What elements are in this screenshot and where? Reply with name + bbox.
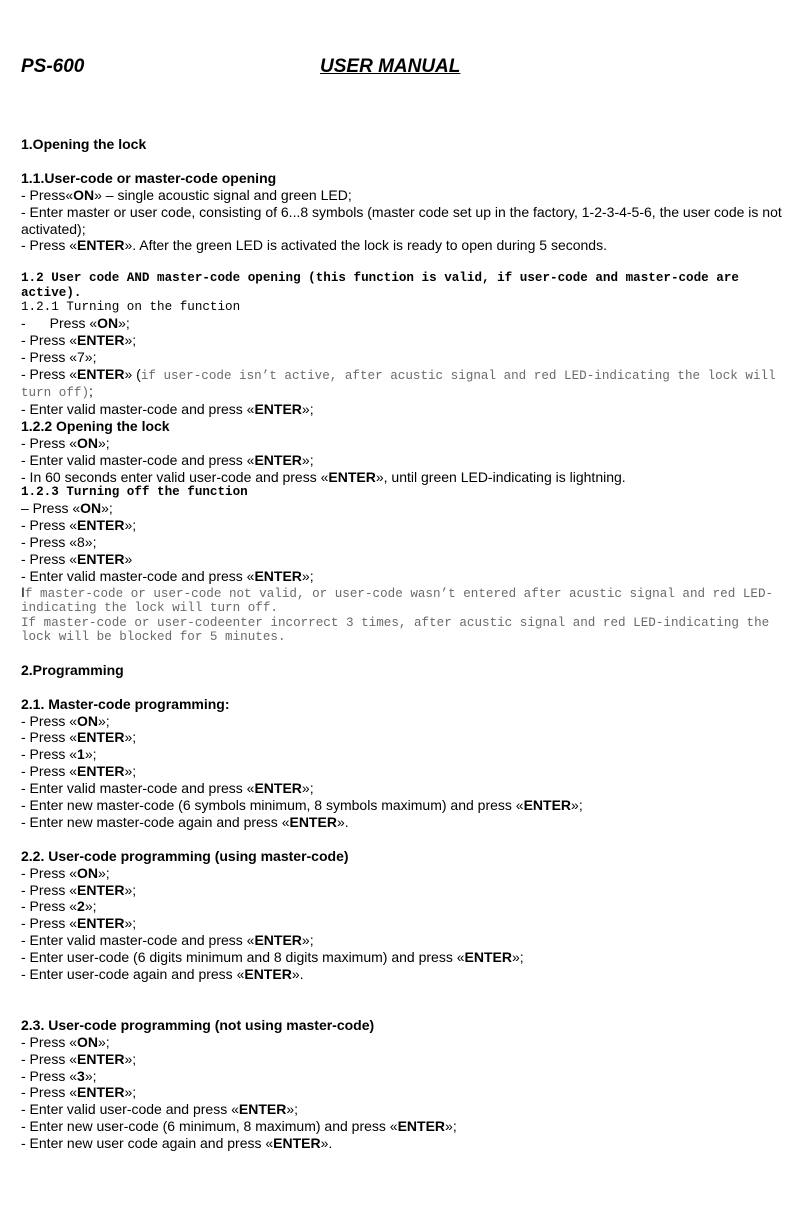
subsection-heading: 1.2.3 Turning off the function (21, 485, 248, 500)
instruction-line: - Press«ON» – single acoustic signal and green LED; (21, 186, 352, 203)
instruction-line: - Press «ON»; (21, 434, 110, 451)
warning-note: If master-code or user-code not valid, or user-code wasn’t entered after acustic signal and red LED-indicating the lock will turn off. (21, 583, 774, 616)
instruction-line: - In 60 seconds enter valid user-code and press «ENTER», until green LED-indicating is lightning. (21, 468, 626, 485)
instruction-line: - Press «ENTER»; (21, 763, 137, 780)
instruction-line: - Press «7»; (21, 348, 97, 365)
instruction-line: - Enter valid user-code and press «ENTER»; (21, 1101, 299, 1118)
section-heading: 1.Opening the lock (21, 136, 147, 152)
instruction-line: - Enter new user code again and press «ENTER». (21, 1135, 333, 1152)
manual-body (21, 136, 789, 1152)
instruction-line: - Enter valid master-code and press «ENTER»; (21, 932, 314, 949)
instruction-line: - Press «ENTER». After the green LED is activated the lock is ready to open during 5 seconds. (21, 237, 607, 254)
instruction-line: - Press «2»; (21, 898, 97, 915)
instruction-line: - Press «ON»; (21, 315, 130, 331)
subsection-heading: 2.2. User-code programming (using master-code) (21, 847, 349, 864)
instruction-line: - Press «3»; (21, 1067, 97, 1084)
instruction-line: - Enter valid master-code and press «ENTER»; (21, 780, 314, 797)
instruction-line: - Press «8»; (21, 533, 97, 550)
instruction-line: - Press «ENTER»; (21, 1084, 137, 1101)
instruction-line: - Enter valid master-code and press «ENTER»; (21, 567, 314, 584)
document-title: USER MANUAL (320, 56, 461, 77)
instruction-line: - Press «ENTER»; (21, 331, 137, 348)
instruction-note: if user-code isn’t active, after acustic signal and red LED-indicating the lock will turn off) (21, 368, 776, 401)
instruction-line: – Press «ON»; (21, 500, 113, 517)
instruction-line: - Enter new master-code (6 symbols minimum, 8 symbols maximum) and press «ENTER»; (21, 797, 583, 814)
instruction-line: - Press «ON»; (21, 712, 110, 729)
instruction-line: - Enter new master-code again and press «ENTER». (21, 813, 349, 830)
instruction-line: - Enter valid master-code and press «ENTER»; (21, 400, 314, 417)
instruction-line: - Enter user-code again and press «ENTER». (21, 966, 304, 983)
instruction-line: - Press «ENTER» (if user-code isn’t active, after acustic signal and red LED-indicating the lock will turn off); (21, 365, 776, 401)
warning-note: If master-code or user-codeenter incorrect 3 times, after acustic signal and red LED-indicating the lock will be blocked for 5 minutes. (21, 615, 770, 645)
instruction-line: - Press «ENTER»; (21, 516, 137, 533)
subsection-heading: 1.2.2 Opening the lock (21, 417, 170, 434)
instruction-line: - Press «ENTER» (21, 550, 133, 567)
instruction-line: - Enter master or user code, consisting of 6...8 symbols (master code set up in the factory, 1-2-3-4-5-6, the user code is not activated); (21, 203, 782, 237)
instruction-line: - Press «ENTER»; (21, 729, 137, 746)
instruction-line: - Press «ENTER»; (21, 1050, 137, 1067)
subsection-heading: 2.3. User-code programming (not using master-code) (21, 1016, 375, 1033)
instruction-line: - Enter user-code (6 digits minimum and 8 digits maximum) and press «ENTER»; (21, 949, 524, 966)
subsection-heading: 1.2.1 Turning on the function (21, 300, 241, 315)
subsection-heading: 1.2 User code AND master-code opening (this function is valid, if user-code and master-code are active). (21, 271, 739, 300)
instruction-line: - Press «1»; (21, 746, 97, 763)
instruction-line: - Press «ON»; (21, 864, 110, 881)
subsection-heading: 1.1.User-code or master-code opening (21, 169, 277, 186)
instruction-line: - Enter valid master-code and press «ENTER»; (21, 451, 314, 468)
instruction-line: - Press «ENTER»; (21, 881, 137, 898)
instruction-line: - Enter new user-code (6 minimum, 8 maximum) and press «ENTER»; (21, 1118, 457, 1135)
instruction-line: - Press «ENTER»; (21, 915, 137, 932)
section-heading: 2.Programming (21, 661, 124, 678)
subsection-heading: 2.1. Master-code programming: (21, 695, 230, 712)
instruction-line: - Press «ON»; (21, 1033, 110, 1050)
document-model: PS-600 (21, 56, 85, 77)
